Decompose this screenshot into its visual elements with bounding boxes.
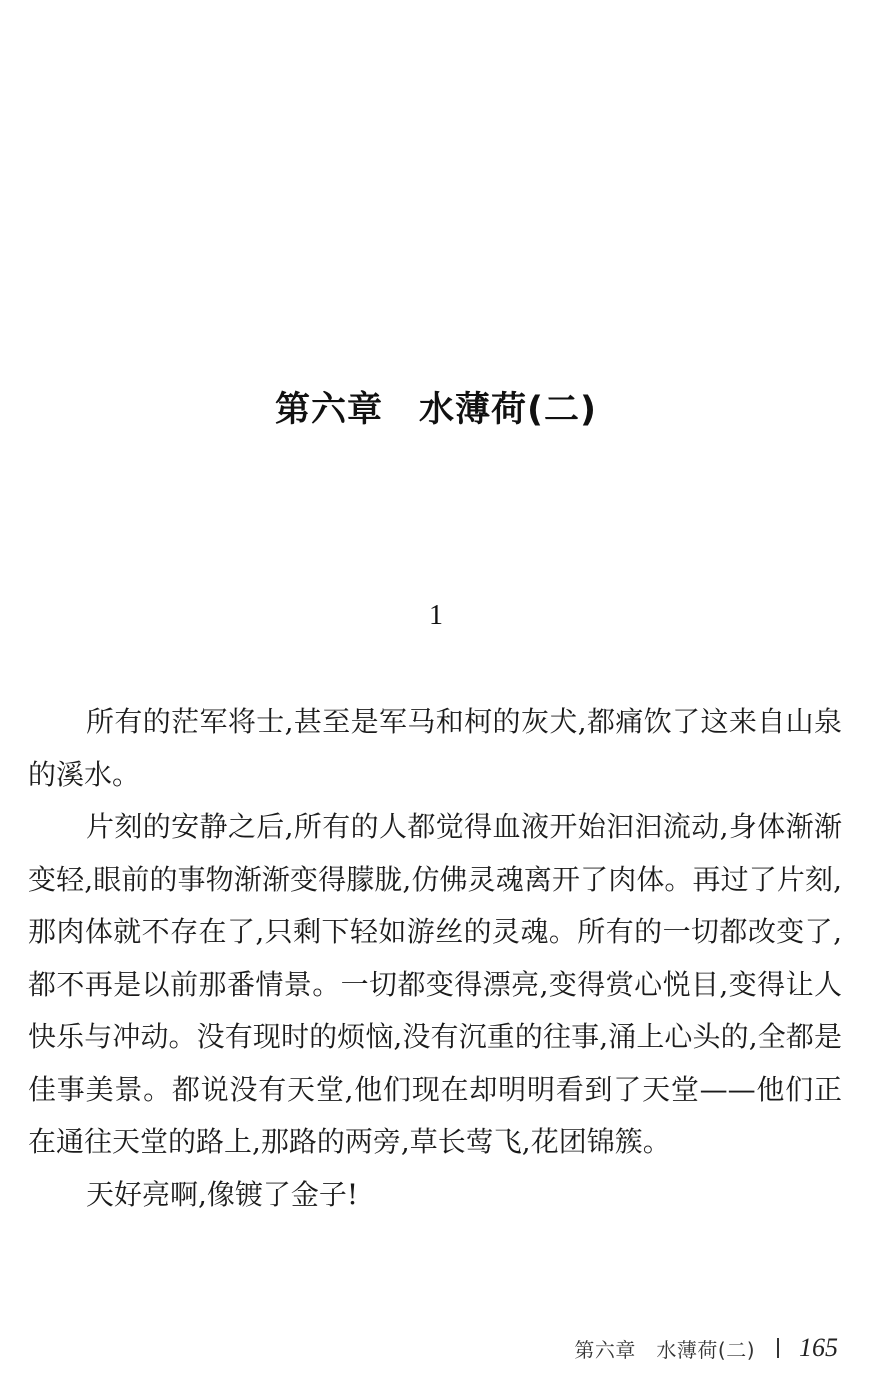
paragraph: 所有的茫军将士,甚至是军马和柯的灰犬,都痛饮了这来自山泉的溪水。 <box>28 705 842 791</box>
running-head: 第六章 水薄荷(二) <box>574 1337 755 1362</box>
footer-divider <box>777 1338 779 1358</box>
page-footer <box>574 1333 838 1363</box>
chapter-title: 第六章 水薄荷(二) <box>275 390 597 430</box>
body-text <box>28 696 842 1221</box>
page-number: 165 <box>799 1333 838 1362</box>
section-number: 1 <box>429 600 443 631</box>
paragraph: 天好亮啊,像镀了金子! <box>86 1177 359 1211</box>
paragraph: 片刻的安静之后,所有的人都觉得血液开始汩汩流动,身体渐渐变轻,眼前的事物渐渐变得朦胧,仿佛灵魂离开了肉体。再过了片刻,那肉体就不存在了,只剩下轻如游丝的灵魂。所有的一切都改变了,都不再是以前那番情景。一切都变得漂亮,变得赏心悦目,变得让人快乐与冲动。没有现时的烦恼,没有沉重的往事,涌上心头的,全都是佳事美景。都说没有天堂,他们现在却明明看到了天堂——他们正在通往天堂的路上,那路的两旁,草长莺飞,花团锦簇。 <box>28 810 842 1158</box>
